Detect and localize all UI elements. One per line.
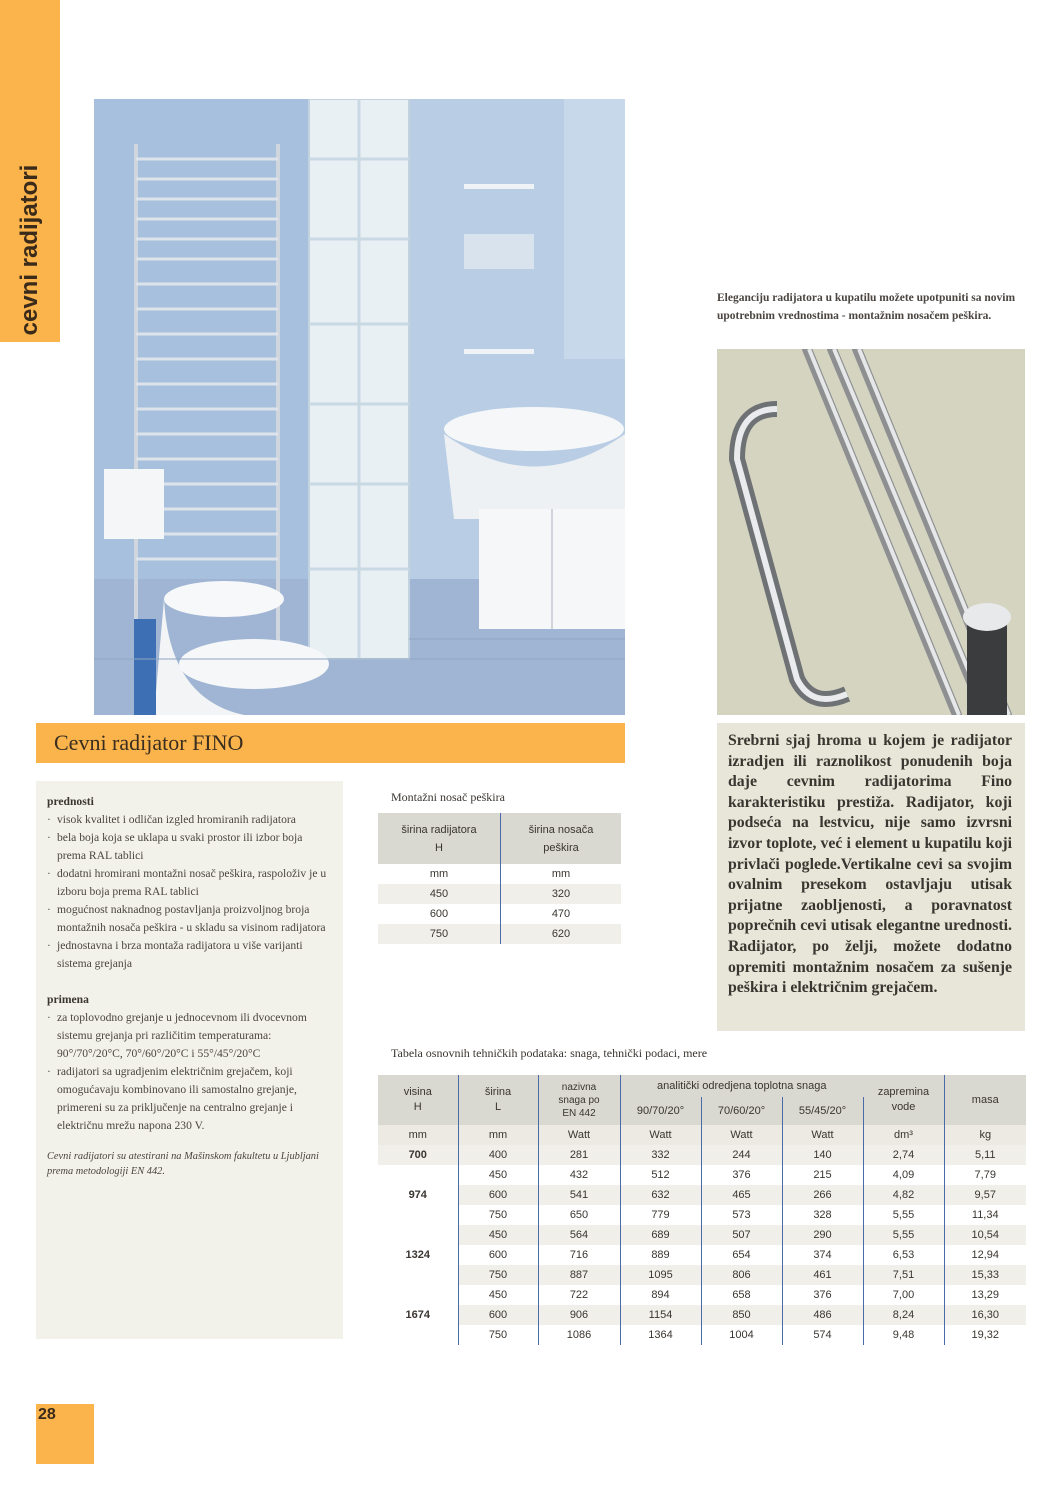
bathroom-photo [94,99,625,715]
list-item: · za toplovodno grejanje u jednocevnom ili dvocevnom sistemu grejanja pri različitim temperaturama: 90°/70°/20°C, 70°/60°/20°C i 55°/45°/20°C [47,1009,333,1063]
table-cell: 15,33 [944,1265,1026,1285]
table-cell: 573 [701,1205,782,1225]
table-cell: 140 [782,1145,863,1165]
tech-table-body [378,1145,1026,1345]
table-cell: Watt [620,1125,701,1145]
certification-note: Cevni radijatori su atestirani na Mašinskom fakultetu u Ljubljani prema metodologiji EN 442. [47,1151,319,1177]
table-cell: 722 [538,1285,620,1305]
table-cell: 887 [538,1265,620,1285]
table-cell: 2,74 [863,1145,944,1165]
table-cell: 450 [458,1225,538,1245]
table-cell: 266 [782,1185,863,1205]
header-line: vode [891,1101,916,1113]
table-header [538,1075,620,1125]
table-cell: 1086 [538,1325,620,1345]
header-line: snaga po [558,1094,600,1106]
table-cell: 850 [701,1305,782,1325]
table-row [378,1185,1026,1205]
page-number: 28 [38,1406,56,1423]
list-item: · radijatori sa ugradjenim električnim grejačem, koji omogućavaju kombinovano ili samostalno grejanje, primereni su za priključenje na centralno grejanje i električnu mrežu napona 230 V. [47,1063,333,1135]
towel-holder-table [378,813,621,944]
table-cell: 654 [701,1245,782,1265]
table-cell: 716 [538,1245,620,1265]
table-cell: 806 [701,1265,782,1285]
features-panel [36,781,343,1339]
table-cell: 281 [538,1145,620,1165]
table-row [378,1285,1026,1305]
table-header [501,813,622,864]
table-cell: 7,51 [863,1265,944,1285]
table-cell: 432 [538,1165,620,1185]
product-title-bar [36,723,625,763]
table-header: 90/70/20° [620,1097,701,1125]
table-cell: 450 [378,884,501,904]
header-line: širina nosača [528,823,594,836]
application-heading: primena [47,993,89,1006]
table-cell: 450 [458,1165,538,1185]
table-row [378,1225,1026,1245]
advantages-list [47,811,333,973]
table-cell: 465 [701,1185,782,1205]
table-cell: 750 [378,924,501,944]
table-cell: 600 [458,1185,538,1205]
table-cell: mm [378,1125,458,1145]
table-cell: 376 [701,1165,782,1185]
table-cell: 6,53 [863,1245,944,1265]
table-cell: 374 [782,1245,863,1265]
height-cell: 974 [378,1165,458,1225]
table-cell: Watt [538,1125,620,1145]
height-cell: 1324 [378,1225,458,1285]
table-cell: 750 [458,1265,538,1285]
table-header [863,1075,944,1125]
table-cell: 1154 [620,1305,701,1325]
table-cell: 332 [620,1145,701,1165]
list-item: · jednostavna i brza montaža radijatora u više varijanti sistema grejanja [47,937,333,973]
table-cell: 4,82 [863,1185,944,1205]
table-cell: 650 [538,1205,620,1225]
header-line: zapremina [877,1086,930,1098]
table-cell: 5,55 [863,1205,944,1225]
header-line: H [413,1101,422,1113]
table-row [378,1125,1026,1145]
list-item: · dodatni hromirani montažni nosač peškira, raspoloživ je u izboru boja prema RAL tablici [47,865,333,901]
table-cell: 450 [458,1285,538,1305]
table-header [378,813,501,864]
application-list [47,1009,333,1135]
table-cell: 486 [782,1305,863,1325]
height-cell: 700 [378,1145,458,1165]
header-line: H [435,841,443,854]
tech-data-table [378,1075,1026,1345]
table-cell: 9,48 [863,1325,944,1345]
table-cell: 5,55 [863,1225,944,1245]
table-row [378,1265,1026,1285]
table-cell: 689 [620,1225,701,1245]
table-cell: 574 [782,1325,863,1345]
table-cell: 600 [458,1245,538,1265]
product-title: Cevni radijator FINO [54,730,244,755]
description-text: Srebrni sjaj hroma u kojem je radijator izradjen ili raznolikost ponudenih boja daje cevnim radijatorima Fino karakteristiku prestiža. Radijator, koji podseća na lestvicu, nije samo izvrsni izvor toplote, već i element u kupatilu koji privlači poglede.Vertikalne cevi sa svojim ovalnim presekom ostavljaju utisak prijatne zaobljenosti, a poravnatost poprečnih cevi utisak elegantne urednosti. Radijator, po želji, možete dodatno opremiti montažnim nosačem za sušenje peškira i električnim grejačem. [728,732,1012,997]
header-line: visina [403,1086,432,1098]
table-header [458,1075,538,1125]
table-cell: 9,57 [944,1185,1026,1205]
table-cell: Watt [701,1125,782,1145]
description-panel [717,723,1025,1031]
table-header: 55/45/20° [782,1097,863,1125]
table-cell: 19,32 [971,1329,1000,1341]
table-cell: 7,00 [863,1285,944,1305]
table-row [378,1245,1026,1265]
table-cell: 906 [538,1305,620,1325]
section-tab [0,0,60,342]
section-tab-label: cevni radijatori [16,164,43,336]
table-row [378,1145,1026,1165]
table-cell: 600 [378,904,501,924]
table-cell: 376 [782,1285,863,1305]
table-cell: Watt [782,1125,863,1145]
header-line: L [494,1101,502,1113]
table-cell: 600 [458,1305,538,1325]
table-cell: mm [458,1125,538,1145]
table-cell: 1004 [701,1325,782,1345]
towel-table-title: Montažni nosač peškira [391,790,505,804]
table-cell: 290 [782,1225,863,1245]
list-item: · mogućnost naknadnog postavljanja proizvoljnog broja montažnih nosača peškira - u skladu sa visinom radijatora [47,901,333,937]
table-cell: mm [378,864,501,884]
table-row [378,1305,1026,1325]
table-header [378,1075,458,1125]
table-cell: 1095 [620,1265,701,1285]
header-line: nazivna [561,1081,597,1093]
table-cell: 507 [701,1225,782,1245]
table-cell: 470 [551,908,571,920]
table-cell: mm [551,868,571,880]
table-cell: 11,34 [971,1209,999,1221]
table-cell: 750 [458,1325,538,1345]
header-line: EN 442 [562,1107,596,1119]
table-cell: 16,30 [944,1305,1026,1325]
table-cell: kg [944,1125,1026,1145]
table-cell: 215 [782,1165,863,1185]
table-cell: 244 [701,1145,782,1165]
table-cell: 5,11 [944,1145,1026,1165]
list-item: · visok kvalitet i odličan izgled hromiranih radijatora [47,811,333,829]
table-cell: 10,54 [944,1225,1026,1245]
table-row [378,884,621,904]
table-row [378,924,621,944]
table-cell: 13,29 [971,1289,1000,1301]
table-cell: 8,24 [863,1305,944,1325]
header-line: širina radijatora [401,823,477,836]
table-cell: 512 [620,1165,701,1185]
page-number-box [36,1404,94,1464]
advantages-heading: prednosti [47,795,94,808]
table-cell: 1364 [620,1325,701,1345]
table-header: masa [944,1075,1026,1125]
table-header: 70/60/20° [701,1097,782,1125]
table-cell: 658 [701,1285,782,1305]
table-row [378,1325,1026,1345]
header-line: peškira [543,841,579,854]
table-row [378,1165,1026,1185]
photo-caption: Eleganciju radijatora u kupatilu možete upotpuniti sa novim upotrebnim vrednostima - montažnim nosačem peškira. [717,292,1016,322]
table-cell: 750 [458,1205,538,1225]
list-item: · bela boja koja se uklapa u svaki prostor ili izbor boja prema RAL tablici [47,829,333,865]
table-cell: 12,94 [971,1249,1000,1261]
table-cell: 632 [620,1185,701,1205]
table-cell: 779 [620,1205,701,1225]
table-row [378,1205,1026,1225]
height-cell: 1674 [378,1285,458,1345]
table-cell: 461 [782,1265,863,1285]
table-cell: 328 [782,1205,863,1225]
table-header: analitički odredjena toplotna snaga [620,1075,863,1097]
table-cell: 400 [458,1145,538,1165]
table-cell: 7,79 [974,1169,996,1181]
table-cell: 320 [501,884,622,904]
table-cell: 620 [501,924,622,944]
tech-table-title: Tabela osnovnih tehničkih podataka: snaga, tehnički podaci, mere [391,1046,708,1060]
table-cell: 564 [538,1225,620,1245]
table-cell: 894 [620,1285,701,1305]
header-line: širina [484,1086,512,1098]
table-cell: 4,09 [863,1165,944,1185]
towel-holder-photo [717,349,1025,715]
table-cell: 541 [538,1185,620,1205]
table-cell: dm³ [863,1125,944,1145]
table-row [378,904,621,924]
table-cell: 889 [620,1245,701,1265]
table-row [378,864,621,884]
